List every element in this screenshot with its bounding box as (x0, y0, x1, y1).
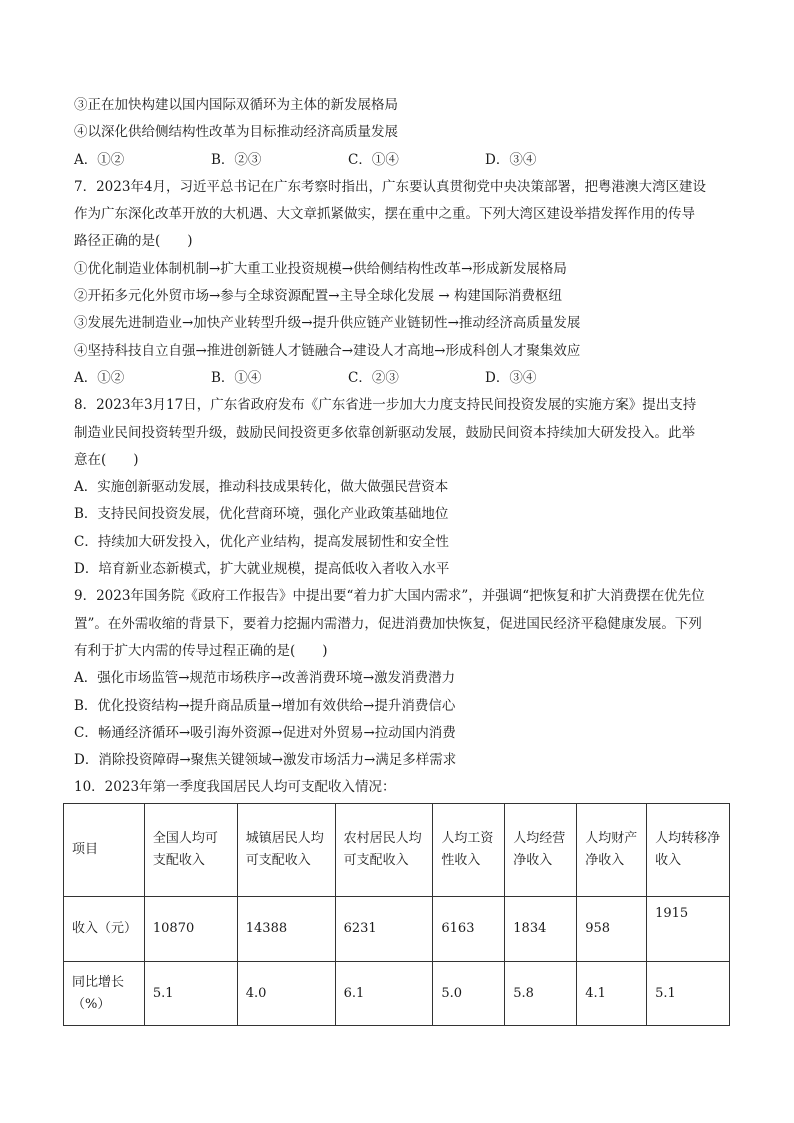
table-cell: 14388 (237, 897, 335, 962)
table-cell: 同比增长（%） (64, 962, 145, 1026)
table-cell: 6163 (433, 897, 505, 962)
question-10-stem: 10．2023年第一季度我国居民人均可支配收入情况： (74, 779, 396, 796)
option-d: D．消除投资障碍→聚焦关键领域→激发市场活力→满足多样需求 (74, 752, 457, 769)
option-d: D．③④ (485, 151, 537, 168)
table-cell: 4.1 (577, 962, 647, 1026)
option-a: A．①② (74, 369, 125, 386)
table-cell: 1834 (505, 897, 577, 962)
table-cell: 5.0 (433, 962, 505, 1026)
option-b: B．支持民间投资发展，优化营商环境，强化产业政策基础地位 (74, 506, 449, 523)
table-header: 项目 (64, 804, 145, 897)
question-7-stem: 7．2023年4月，习近平总书记在广东考察时指出，广东要认真贯彻党中央决策部署，把粤港澳大湾区建设 (74, 178, 707, 195)
text-line: 有利于扩大内需的传导过程正确的是( ) (74, 642, 328, 659)
table-row (64, 962, 730, 1026)
table-cell: 5.1 (647, 962, 730, 1026)
option-b: B．①④ (211, 369, 262, 386)
table-cell: 1915 (647, 897, 730, 962)
question-text (74, 92, 734, 802)
table-cell: 4.0 (237, 962, 335, 1026)
table-header: 人均转移净收入 (647, 804, 730, 897)
option-d: D．培育新业态新模式，扩大就业规模，提高低收入者收入水平 (74, 561, 450, 578)
text-line: ③正在加快构建以国内国际双循环为主体的新发展格局 (74, 97, 398, 113)
options-q6 (74, 147, 734, 174)
option-b: B．优化投资结构→提升商品质量→增加有效供给→提升消费信心 (74, 697, 456, 714)
text-line: ③发展先进制造业→加快产业转型升级→提升供应链产业链韧性→推动经济高质量发展 (74, 315, 581, 332)
option-c: C．畅通经济循环→吸引海外资源→促进对外贸易→拉动国内消费 (74, 724, 456, 741)
text-line: 路径正确的是( ) (74, 233, 193, 250)
income-table (63, 803, 730, 1026)
option-c: C．①④ (348, 151, 399, 168)
table-cell: 收入（元） (64, 897, 145, 962)
text-line: 意在( ) (74, 451, 139, 468)
table-header: 人均财产净收入 (577, 804, 647, 897)
option-a: A．①② (74, 151, 125, 168)
question-8-stem: 8．2023年3月17日，广东省政府发布《广东省进一步加大力度支持民间投资发展的实施方案》提出支持 (74, 397, 697, 414)
table-cell: 6231 (335, 897, 433, 962)
table-cell: 5.1 (144, 962, 237, 1026)
table-row (64, 897, 730, 962)
text-line: ④坚持科技自立自强→推进创新链人才链融合→建设人才高地→形成科创人才聚集效应 (74, 342, 581, 359)
text-line: ②开拓多元化外贸市场→参与全球资源配置→主导全球化发展 → 构建国际消费枢纽 (74, 288, 563, 305)
table-header-row (64, 804, 730, 897)
text-line: ①优化制造业体制机制→扩大重工业投资规模→供给侧结构性改革→形成新发展格局 (74, 260, 567, 277)
table-header: 全国人均可支配收入 (144, 804, 237, 897)
option-c: C．②③ (348, 369, 399, 386)
text-line: ④以深化供给侧结构性改革为目标推动经济高质量发展 (74, 124, 398, 141)
text-line: 制造业民间投资转型升级，鼓励民间投资更多依靠创新驱动发展，鼓励民间资本持续加大研发投入。此举 (74, 424, 695, 441)
question-9-stem: 9．2023年国务院《政府工作报告》中提出要“着力扩大国内需求”，并强调“把恢复和扩大消费摆在优先位 (74, 588, 705, 605)
table-header: 农村居民人均可支配收入 (335, 804, 433, 897)
options-q7 (74, 365, 734, 392)
table-cell: 6.1 (335, 962, 433, 1026)
table-cell: 958 (577, 897, 647, 962)
table-header: 人均工资性收入 (433, 804, 505, 897)
text-line: 置”。在外需收缩的背景下，要着力挖掘内需潜力，促进消费加快恢复，促进国民经济平稳健康发展。下列 (74, 615, 702, 632)
option-d: D．③④ (485, 369, 537, 386)
option-b: B．②③ (211, 151, 262, 168)
text-line: 作为广东深化改革开放的大机遇、大文章抓紧做实，摆在重中之重。下列大湾区建设举措发挥作用的传导 (74, 206, 695, 223)
option-a: A．强化市场监管→规范市场秩序→改善消费环境→激发消费潜力 (74, 670, 456, 687)
table-cell: 5.8 (505, 962, 577, 1026)
table-header: 人均经营净收入 (505, 804, 577, 897)
option-a: A．实施创新驱动发展，推动科技成果转化，做大做强民营资本 (74, 479, 449, 496)
table-cell: 10870 (144, 897, 237, 962)
option-c: C．持续加大研发投入，优化产业结构，提高发展韧性和安全性 (74, 533, 449, 550)
table-header: 城镇居民人均可支配收入 (237, 804, 335, 897)
